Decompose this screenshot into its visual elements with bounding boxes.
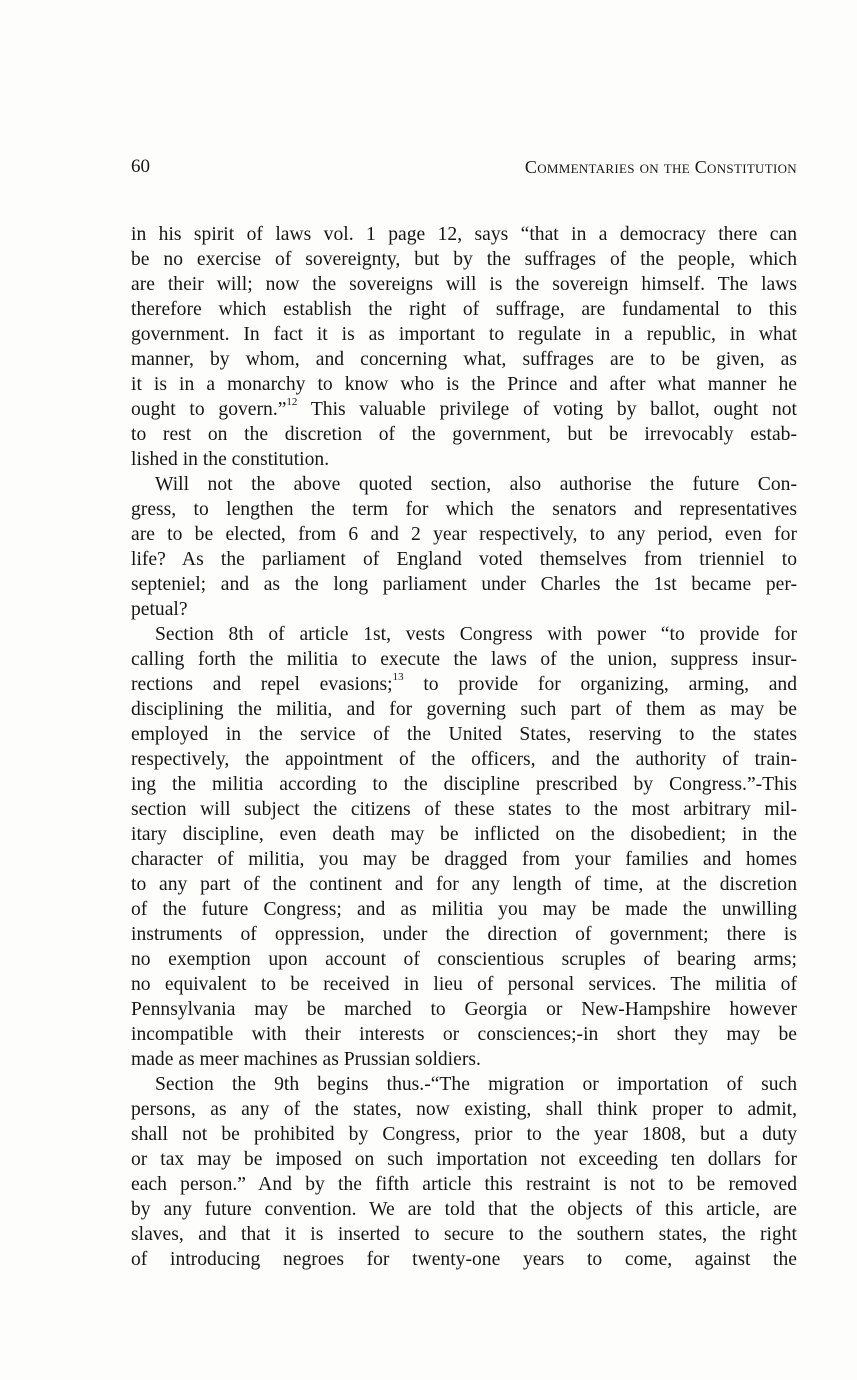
text-line: ought to govern.”$^{12}$ This valuable privilege of voting by ballot, ought not xyxy=(131,396,797,420)
text-line: disciplining the militia, and for governing such part of them as may be xyxy=(131,699,797,720)
text-line: itary discipline, even death may be inflicted on the disobedient; in the xyxy=(131,824,797,845)
text-line: petual? xyxy=(131,599,188,620)
text-line: life? As the parliament of England voted themselves from trienniel to xyxy=(131,549,797,570)
text-line: septeniel; and as the long parliament under Charles the 1st became per- xyxy=(131,574,797,595)
text-line: character of militia, you may be dragged from your families and homes xyxy=(131,849,797,870)
text-line: in his spirit of laws vol. 1 page 12, says “that in a democracy there can xyxy=(131,224,797,245)
text-line: be no exercise of sovereignty, but by the suffrages of the people, which xyxy=(131,249,797,270)
text-line: incompatible with their interests or consciences;-in short they may be xyxy=(131,1024,797,1045)
text-line: no equivalent to be received in lieu of personal services. The militia of xyxy=(131,974,797,995)
text-line: respectively, the appointment of the officers, and the authority of train- xyxy=(131,749,797,770)
text-line: gress, to lengthen the term for which the senators and representatives xyxy=(131,499,797,520)
text-line: section will subject the citizens of these states to the most arbitrary mil- xyxy=(131,799,797,820)
text-line: shall not be prohibited by Congress, prior to the year 1808, but a duty xyxy=(131,1124,797,1145)
text-line: of the future Congress; and as militia you may be made the unwilling xyxy=(131,899,797,920)
running-head xyxy=(131,154,797,180)
text-line: to rest on the discretion of the government, but be irrevocably estab- xyxy=(131,424,797,445)
text-line: rections and repel evasions;$^{13}$ to provide for organizing, arming, and xyxy=(131,671,797,695)
body-text xyxy=(131,222,797,1272)
text-line: calling forth the militia to execute the laws of the union, suppress insur- xyxy=(131,649,797,670)
text-line: Pennsylvania may be marched to Georgia or New-Hampshire however xyxy=(131,999,797,1020)
text-line: ing the militia according to the discipline prescribed by Congress.”-This xyxy=(131,774,797,795)
running-title: Commentaries on the Constitution xyxy=(524,157,797,177)
text-line: persons, as any of the states, now existing, shall think proper to admit, xyxy=(131,1099,797,1120)
page-number: 60 xyxy=(131,156,150,177)
text-line: government. In fact it is as important to regulate in a republic, in what xyxy=(131,324,797,345)
text-line: lished in the constitution. xyxy=(131,449,330,470)
text-line: no exemption upon account of conscientious scruples of bearing arms; xyxy=(131,949,797,970)
text-line: are their will; now the sovereigns will is the sovereign himself. The laws xyxy=(131,274,797,295)
text-line: it is in a monarchy to know who is the Prince and after what manner he xyxy=(131,374,797,395)
text-line: Section the 9th begins thus.-“The migration or importation of such xyxy=(155,1074,797,1095)
footnote-ref-13: 13 xyxy=(392,671,404,684)
text-line: therefore which establish the right of suffrage, are fundamental to this xyxy=(131,299,797,320)
text-line: Section 8th of article 1st, vests Congress with power “to provide for xyxy=(155,624,797,645)
text-line: Will not the above quoted section, also authorise the future Con- xyxy=(155,474,797,495)
text-line: slaves, and that it is inserted to secure to the southern states, the right xyxy=(131,1224,797,1245)
text-line: by any future convention. We are told that the objects of this article, are xyxy=(131,1199,797,1220)
text-line: to any part of the continent and for any length of time, at the discretion xyxy=(131,874,797,895)
footnote-ref-12: 12 xyxy=(286,396,298,409)
text-line: of introducing negroes for twenty-one years to come, against the xyxy=(131,1249,797,1270)
text-line: are to be elected, from 6 and 2 year respectively, to any period, even for xyxy=(131,524,797,545)
text-line: employed in the service of the United States, reserving to the states xyxy=(131,724,797,745)
text-line: instruments of oppression, under the direction of government; there is xyxy=(131,924,797,945)
text-line: made as meer machines as Prussian soldiers. xyxy=(131,1049,481,1070)
text-line: or tax may be imposed on such importation not exceeding ten dollars for xyxy=(131,1149,797,1170)
text-line: manner, by whom, and concerning what, suffrages are to be given, as xyxy=(131,349,797,370)
text-line: each person.” And by the fifth article this restraint is not to be removed xyxy=(131,1174,797,1195)
